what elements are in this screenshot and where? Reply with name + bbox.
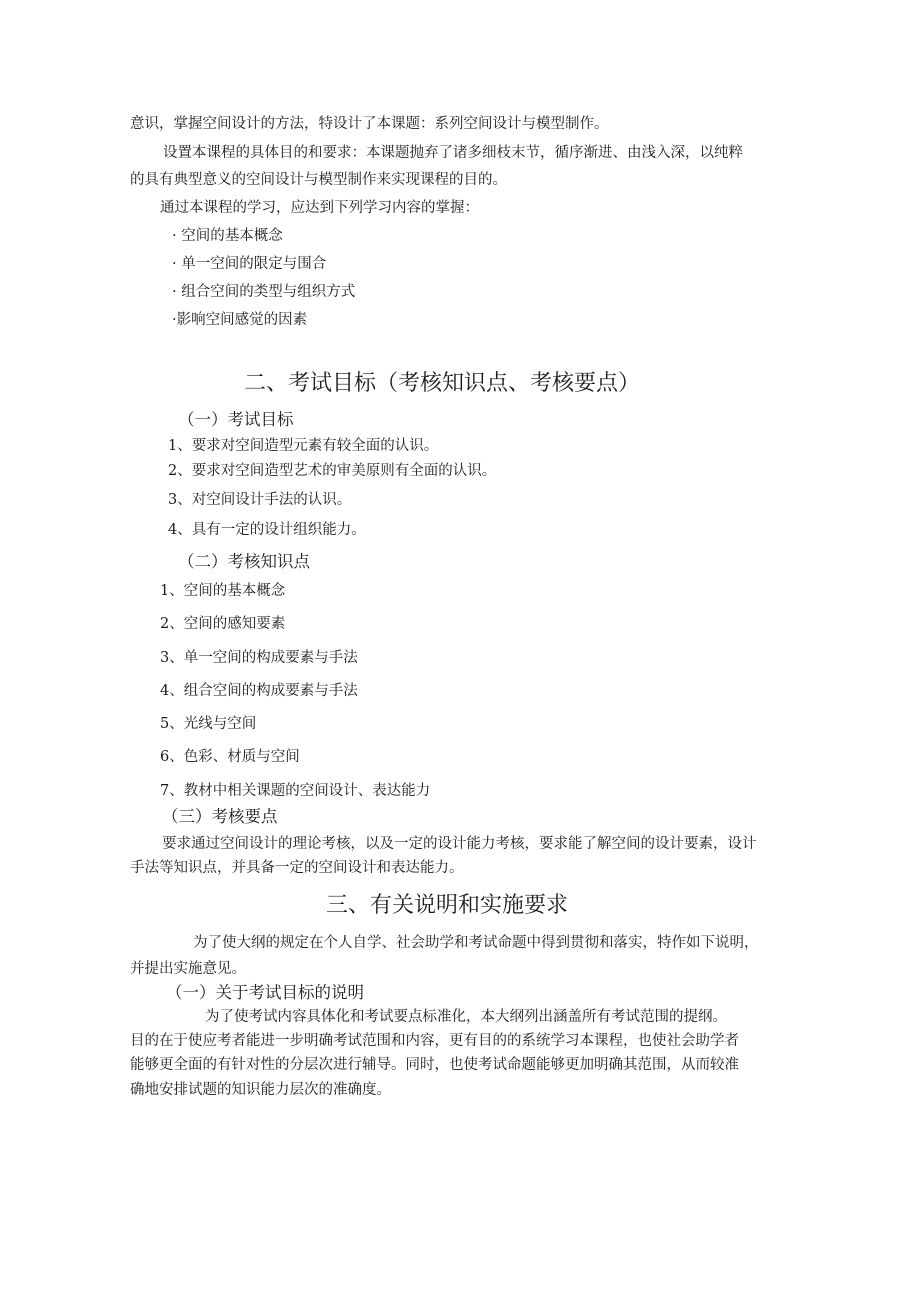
section-3-sub-1-title: （一）关于考试目标的说明	[166, 983, 364, 1002]
section-2-sub-2-title: （二）考核知识点	[178, 552, 310, 571]
section-3-sub-1-line: 为了使考试内容具体化和考试要点标准化，本大纲列出涵盖所有考试范围的提纲。	[205, 1009, 727, 1025]
list-item: 4、具有一定的设计组织能力。	[168, 522, 366, 538]
section-2-sub-3-title: （三）考核要点	[162, 807, 278, 826]
section-2-sub-3-para-line-1: 要求通过空间设计的理论考核，以及一定的设计能力考核，要求能了解空间的设计要素，设计	[162, 836, 757, 852]
list-item: 3、单一空间的构成要素与手法	[160, 650, 358, 666]
section-2-title: 二、考试目标（考核知识点、考核要点）	[244, 371, 641, 396]
list-item: 4、组合空间的构成要素与手法	[160, 683, 358, 699]
list-item: 6、色彩、材质与空间	[160, 749, 300, 765]
intro-line-1: 意识，掌握空间设计的方法，特设计了本课题：系列空间设计与模型制作。	[130, 116, 609, 132]
intro-purpose-line-2: 的具有典型意义的空间设计与模型制作来实现课程的目的。	[130, 172, 507, 188]
bullet-item: ·影响空间感觉的因素	[172, 312, 308, 328]
list-item: 3、对空间设计手法的认识。	[168, 492, 352, 508]
intro-purpose-line-1: 设置本课程的具体目的和要求：本课题抛弃了诸多细枝末节，循序渐进、由浅入深，以纯粹	[163, 145, 743, 161]
section-3-title: 三、有关说明和实施要求	[326, 893, 569, 918]
section-3-sub-1-line: 确地安排试题的知识能力层次的准确度。	[130, 1082, 391, 1098]
list-item: 2、空间的感知要素	[160, 616, 286, 632]
list-item: 1、空间的基本概念	[160, 583, 286, 599]
list-item: 2、要求对空间造型艺术的审美原则有全面的认识。	[168, 463, 497, 479]
list-item: 5、光线与空间	[160, 716, 257, 732]
section-3-sub-1-line: 目的在于使应考者能进一步明确考试范围和内容，更有目的的系统学习本课程，也使社会助学者	[130, 1033, 739, 1049]
section-3-intro-line-1: 为了使大纲的规定在个人自学、社会助学和考试命题中得到贯彻和落实，特作如下说明，	[193, 935, 759, 951]
bullet-item: · 空间的基本概念	[172, 228, 283, 244]
section-3-intro-line-2: 并提出实施意见。	[130, 961, 246, 977]
list-item: 1、要求对空间造型元素有较全面的认识。	[168, 438, 439, 454]
bullet-item: · 单一空间的限定与围合	[172, 256, 327, 272]
section-2-sub-3-para-line-2: 手法等知识点，并具备一定的空间设计和表达能力。	[130, 860, 464, 876]
list-item: 7、教材中相关课题的空间设计、表达能力	[160, 783, 431, 799]
bullet-item: · 组合空间的类型与组织方式	[172, 284, 356, 300]
intro-learning-line: 通过本课程的学习，应达到下列学习内容的掌握：	[160, 200, 479, 216]
section-2-sub-1-title: （一）考试目标	[178, 410, 294, 429]
section-3-sub-1-line: 能够更全面的有针对性的分层次进行辅导。同时，也使考试命题能够更加明确其范围，从而较准	[130, 1057, 739, 1073]
